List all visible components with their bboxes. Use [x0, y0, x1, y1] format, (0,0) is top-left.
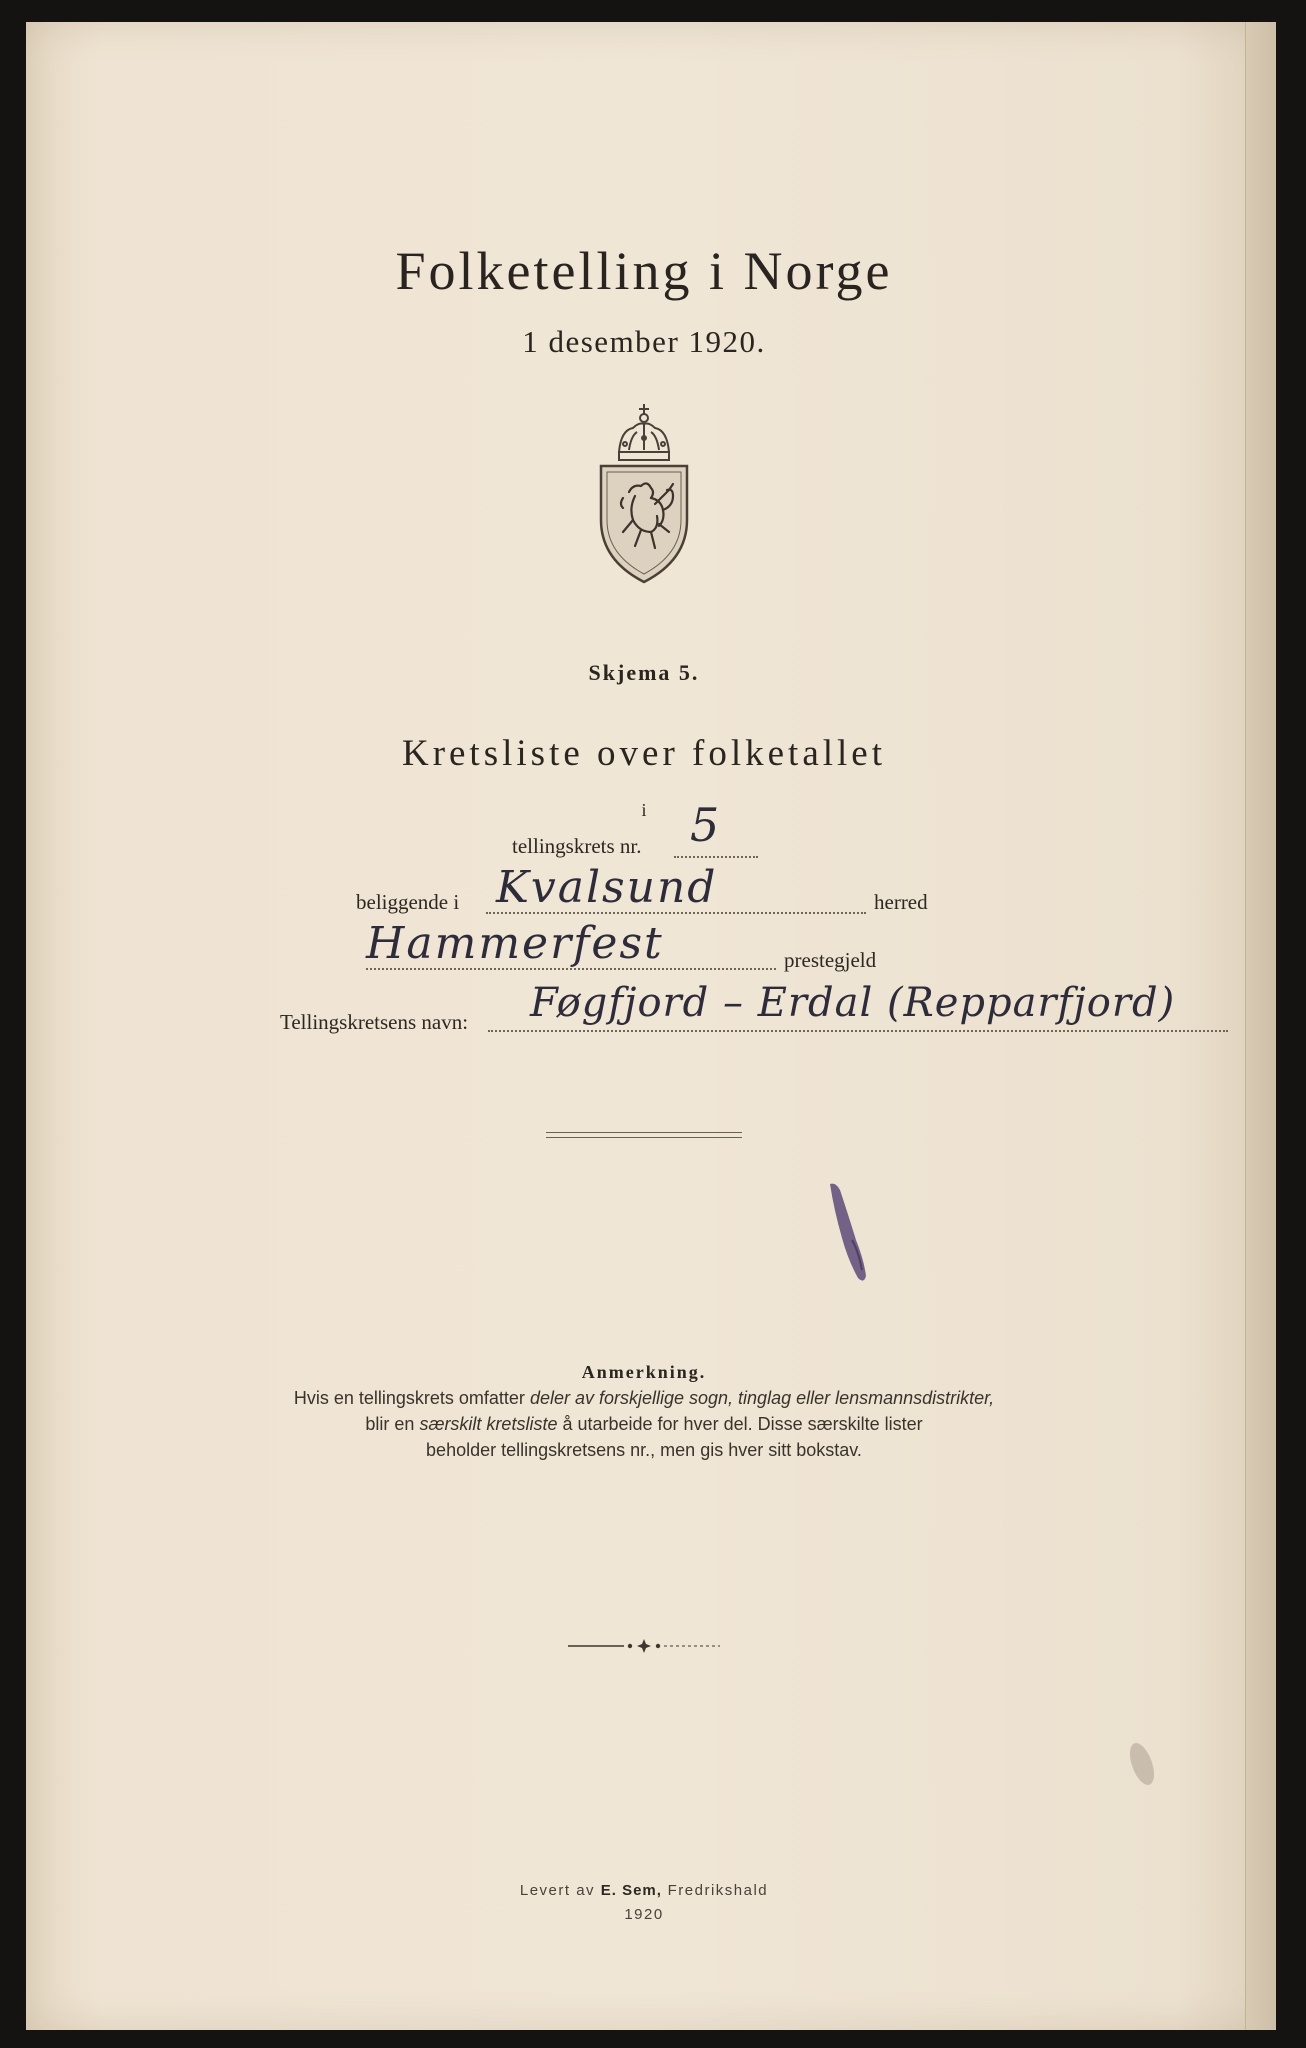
note-line-2-italic: særskilt kretsliste: [419, 1414, 558, 1434]
connector-word: i: [641, 800, 647, 820]
district-number-line: [674, 856, 758, 858]
ornament-divider-icon: [566, 1636, 722, 1656]
prestegjeld-label: prestegjeld: [784, 948, 877, 972]
note-line-2-rest: å utarbeide for hver del. Disse særskilte lister: [562, 1414, 923, 1434]
schema-label: Skjema 5.: [588, 660, 700, 685]
list-title: Kretsliste over folketallet: [401, 733, 887, 774]
district-number-label: tellingskrets nr.: [512, 834, 642, 858]
note-line-1-text: Hvis en tellingskrets omfatter: [293, 1388, 525, 1408]
printer-year: 1920: [624, 1906, 664, 1923]
printer-place: Fredrikshald: [667, 1882, 769, 1899]
printer-line: [26, 1882, 1262, 1899]
printer-name: E. Sem,: [600, 1882, 662, 1899]
ink-stain: [826, 1180, 874, 1284]
note-line-2-text: blir en: [365, 1414, 415, 1434]
parish-value: Hammerfest: [366, 918, 664, 969]
census-form-page: [26, 22, 1276, 2030]
district-number-value: 5: [690, 798, 720, 852]
delivered-by-text: Levert av: [519, 1882, 596, 1899]
district-name-line: [488, 1030, 1228, 1032]
located-in-value: Kvalsund: [496, 862, 718, 913]
note-line-1: [26, 1388, 1262, 1409]
note-heading: Anmerkning.: [581, 1362, 707, 1382]
note-line-1-italic: deler av forskjellige sogn, tinglag eller lensmannsdistrikter,: [529, 1388, 995, 1408]
section-divider: [546, 1132, 742, 1138]
district-name-label: Tellingskretsens navn:: [280, 1010, 469, 1034]
census-date: 1 desember 1920.: [522, 324, 766, 359]
page-title: Folketelling i Norge: [395, 241, 893, 301]
note-line-2: [26, 1414, 1262, 1435]
district-name-value: Føgfjord – Erdal (Repparfjord): [530, 980, 1176, 1026]
herred-label: herred: [874, 890, 928, 914]
located-in-label: beliggende i: [356, 890, 460, 914]
norwegian-coat-of-arms-icon: [589, 400, 699, 590]
note-line-3: beholder tellingskretsens nr., men gis hver sitt bokstav.: [426, 1440, 862, 1460]
paper-smudge: [1122, 1734, 1162, 1794]
